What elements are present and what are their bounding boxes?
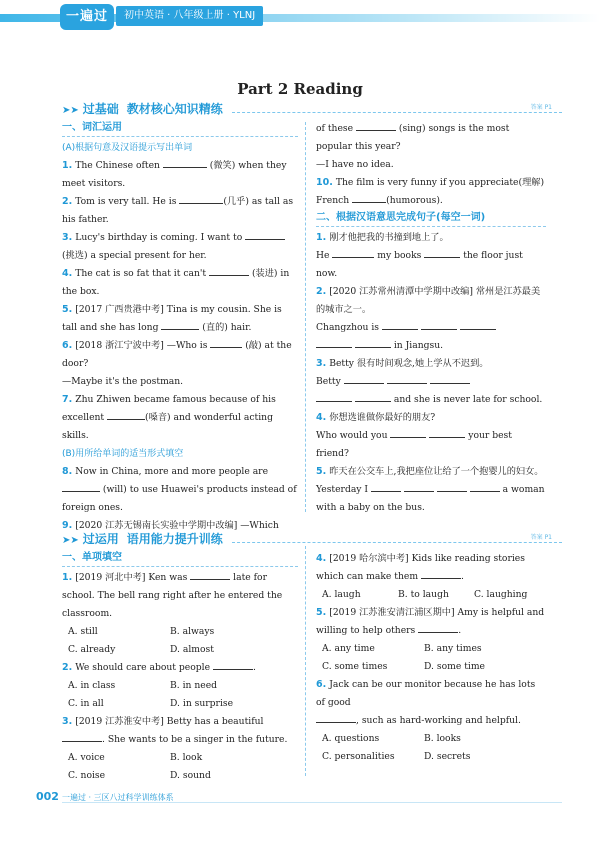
question-item: 2. We should care about people . xyxy=(62,659,298,677)
section-rule xyxy=(232,542,562,543)
option-row xyxy=(316,730,546,748)
book-title: 初中英语 · 八年级上册 · YLNJ xyxy=(116,6,263,26)
section-subtitle: 语用能力提升训练 xyxy=(126,532,223,546)
option-row xyxy=(62,767,298,785)
answer-blank[interactable] xyxy=(371,481,401,492)
answer-blank[interactable] xyxy=(179,193,223,204)
translate-column xyxy=(316,120,546,517)
question-item: 5. [2017 广西贵港中考] Tina is my cousin. She is tall and she has long (直的) hair. xyxy=(62,304,282,333)
option-b[interactable]: B. looks xyxy=(424,733,461,744)
option-a[interactable]: A. voice xyxy=(68,752,105,763)
section-tag: 过运用 xyxy=(82,532,119,546)
answer-blank[interactable] xyxy=(62,731,102,742)
choice-column-left xyxy=(62,550,298,785)
answer-blank[interactable] xyxy=(421,319,457,330)
answer-blank[interactable] xyxy=(163,157,207,168)
question-item: 8. Now in China, more and more people are (will) to use Huawei's products instead of foreign ones. xyxy=(62,466,297,513)
section-header-usage xyxy=(62,530,552,548)
header-band xyxy=(0,0,600,38)
option-a[interactable]: A. still xyxy=(68,626,98,637)
page-footer xyxy=(0,790,600,808)
answer-blank[interactable] xyxy=(209,265,249,276)
answer-blank[interactable] xyxy=(429,427,465,438)
option-d[interactable]: D. secrets xyxy=(424,751,471,762)
answer-blank[interactable] xyxy=(421,568,461,579)
question-item: 7. Zhu Zhiwen became famous because of his excellent (嗓音) and wonderful acting skills. xyxy=(62,394,276,441)
answer-blank[interactable] xyxy=(460,319,496,330)
answer-blank[interactable] xyxy=(404,481,434,492)
option-b[interactable]: B. always xyxy=(170,626,215,637)
option-b[interactable]: B. look xyxy=(170,752,203,763)
answer-blank[interactable] xyxy=(316,712,356,723)
section-tag: 过基础 xyxy=(82,102,119,116)
chevron-icon: ➤➤ xyxy=(62,105,79,116)
question-item: 3. [2019 江苏淮安中考] Betty has a beautiful . She wants to be a singer in the future. xyxy=(62,716,288,745)
section-subtitle: 教材核心知识精练 xyxy=(126,102,223,116)
answer-blank[interactable] xyxy=(332,247,374,258)
option-row xyxy=(62,641,298,659)
column-divider xyxy=(305,546,306,776)
section-rule xyxy=(232,112,562,113)
option-a[interactable]: A. any time xyxy=(322,643,375,654)
vocab-column xyxy=(62,120,298,535)
answer-blank[interactable] xyxy=(210,337,242,348)
option-d[interactable]: D. sound xyxy=(170,770,211,781)
question-item: 4. [2019 哈尔滨中考] Kids like reading stories which can make them . xyxy=(316,553,525,582)
question-item: 4. The cat is so fat that it can't (装进) in the box. xyxy=(62,265,298,301)
choice-column-right xyxy=(316,550,546,766)
answer-ref: 答案 P1 xyxy=(530,104,552,111)
question-item: 4. 你想选谁做你最好的朋友? Who would you your best friend? xyxy=(316,412,512,459)
chevron-icon: ➤➤ xyxy=(62,535,79,546)
vocab-heading: 一、词汇运用 xyxy=(62,120,298,137)
option-d[interactable]: D. in surprise xyxy=(170,698,234,709)
option-a[interactable]: A. questions xyxy=(322,733,380,744)
answer-blank[interactable] xyxy=(430,373,470,384)
answer-blank[interactable] xyxy=(316,391,352,402)
answer-blank[interactable] xyxy=(316,337,352,348)
answer-blank[interactable] xyxy=(356,120,396,131)
question-item: 9. [2020 江苏无锡南长实验中学期中改编] —Which xyxy=(62,520,279,531)
page-number: 002 xyxy=(36,790,59,803)
answer-blank[interactable] xyxy=(161,319,199,330)
option-b[interactable]: B. in need xyxy=(170,680,218,691)
answer-blank[interactable] xyxy=(418,622,458,633)
question-item: 1. The Chinese often (微笑) when they meet visitors. xyxy=(62,157,298,193)
answer-blank[interactable] xyxy=(470,481,500,492)
question-item: 2. [2020 江苏常州清潭中学期中改编] 常州是江苏最美的城市之一。 Changzhou is in Jiangsu. xyxy=(316,286,541,351)
option-c[interactable]: C. already xyxy=(68,644,116,655)
option-row xyxy=(62,695,298,713)
option-row xyxy=(62,623,298,641)
answer-blank[interactable] xyxy=(390,427,426,438)
answer-blank[interactable] xyxy=(213,659,253,670)
vocab-b-heading: (B)用所给单词的适当形式填空 xyxy=(62,449,184,459)
answer-blank[interactable] xyxy=(355,337,391,348)
answer-blank[interactable] xyxy=(344,373,384,384)
answer-blank[interactable] xyxy=(190,569,230,580)
answer-blank[interactable] xyxy=(62,481,100,492)
answer-blank[interactable] xyxy=(245,229,285,240)
answer-blank[interactable] xyxy=(424,247,460,258)
answer-blank[interactable] xyxy=(352,192,386,203)
question-item: 1. 刚才他把我的书撞到地上了。 He my books the floor just now. xyxy=(316,232,523,279)
question-item: 5. [2019 江苏淮安清江浦区期中] Amy is helpful and willing to help others . xyxy=(316,607,545,636)
answer-ref: 答案 P1 xyxy=(530,534,552,541)
option-b[interactable]: B. to laugh xyxy=(398,589,449,600)
option-c[interactable]: C. in all xyxy=(68,698,104,709)
question-item: 3. Betty 很有时间观念,她上学从不迟到。 Betty and she is never late for school. xyxy=(316,358,543,405)
question-item: 6. [2018 浙江宁波中考] —Who is (敲) at the door? —Maybe it's the postman. xyxy=(62,337,298,391)
option-d[interactable]: D. almost xyxy=(170,644,214,655)
choice-heading: 一、单项填空 xyxy=(62,550,298,567)
answer-blank[interactable] xyxy=(387,373,427,384)
option-a[interactable]: A. in class xyxy=(68,680,116,691)
brand-logo: 一遍过 xyxy=(60,4,114,30)
question-item: of these (sing) songs is the most popular this year? —I have no idea. xyxy=(316,120,546,174)
option-row xyxy=(316,658,546,676)
option-row xyxy=(316,748,546,766)
option-c[interactable]: C. laughing xyxy=(474,589,528,600)
vocab-a-heading: (A)根据句意及汉语提示写出单词 xyxy=(62,143,193,153)
column-divider xyxy=(305,122,306,512)
part-title: Part 2 Reading xyxy=(237,80,363,98)
answer-blank[interactable] xyxy=(355,391,391,402)
answer-blank[interactable] xyxy=(107,409,145,420)
option-d[interactable]: D. some time xyxy=(424,661,485,672)
question-item: 2. Tom is very tall. He is (几乎) as tall as his father. xyxy=(62,193,298,229)
translate-heading: 二、根据汉语意思完成句子(每空一词) xyxy=(316,210,546,227)
question-item: 6. Jack can be our monitor because he has lots of good , such as hard-working and helpful. xyxy=(316,679,536,726)
option-row xyxy=(62,677,298,695)
option-c[interactable]: C. some times xyxy=(322,661,388,672)
footer-text: 一遍过 · 三区八过科学训练体系 xyxy=(62,793,174,802)
option-c[interactable]: C. noise xyxy=(68,770,106,781)
question-item: 3. Lucy's birthday is coming. I want to (挑选) a special present for her. xyxy=(62,229,298,265)
answer-blank[interactable] xyxy=(437,481,467,492)
answer-blank[interactable] xyxy=(382,319,418,330)
question-item: 5. 昨天在公交车上,我把座位让给了一个抱婴儿的妇女。 Yesterday I a woman with a baby on the bus. xyxy=(316,466,545,513)
question-item: 10. The film is very funny if you appreciate(理解) French (humorous). xyxy=(316,177,545,206)
option-a[interactable]: A. laugh xyxy=(322,589,361,600)
option-row xyxy=(316,586,546,604)
option-row xyxy=(62,749,298,767)
question-item: 1. [2019 河北中考] Ken was late for school. The bell rang right after he entered the classroom. xyxy=(62,569,298,623)
section-header-basic xyxy=(62,100,552,118)
option-row xyxy=(316,640,546,658)
option-c[interactable]: C. personalities xyxy=(322,751,395,762)
footer-rule xyxy=(62,802,562,803)
option-b[interactable]: B. any times xyxy=(424,643,482,654)
